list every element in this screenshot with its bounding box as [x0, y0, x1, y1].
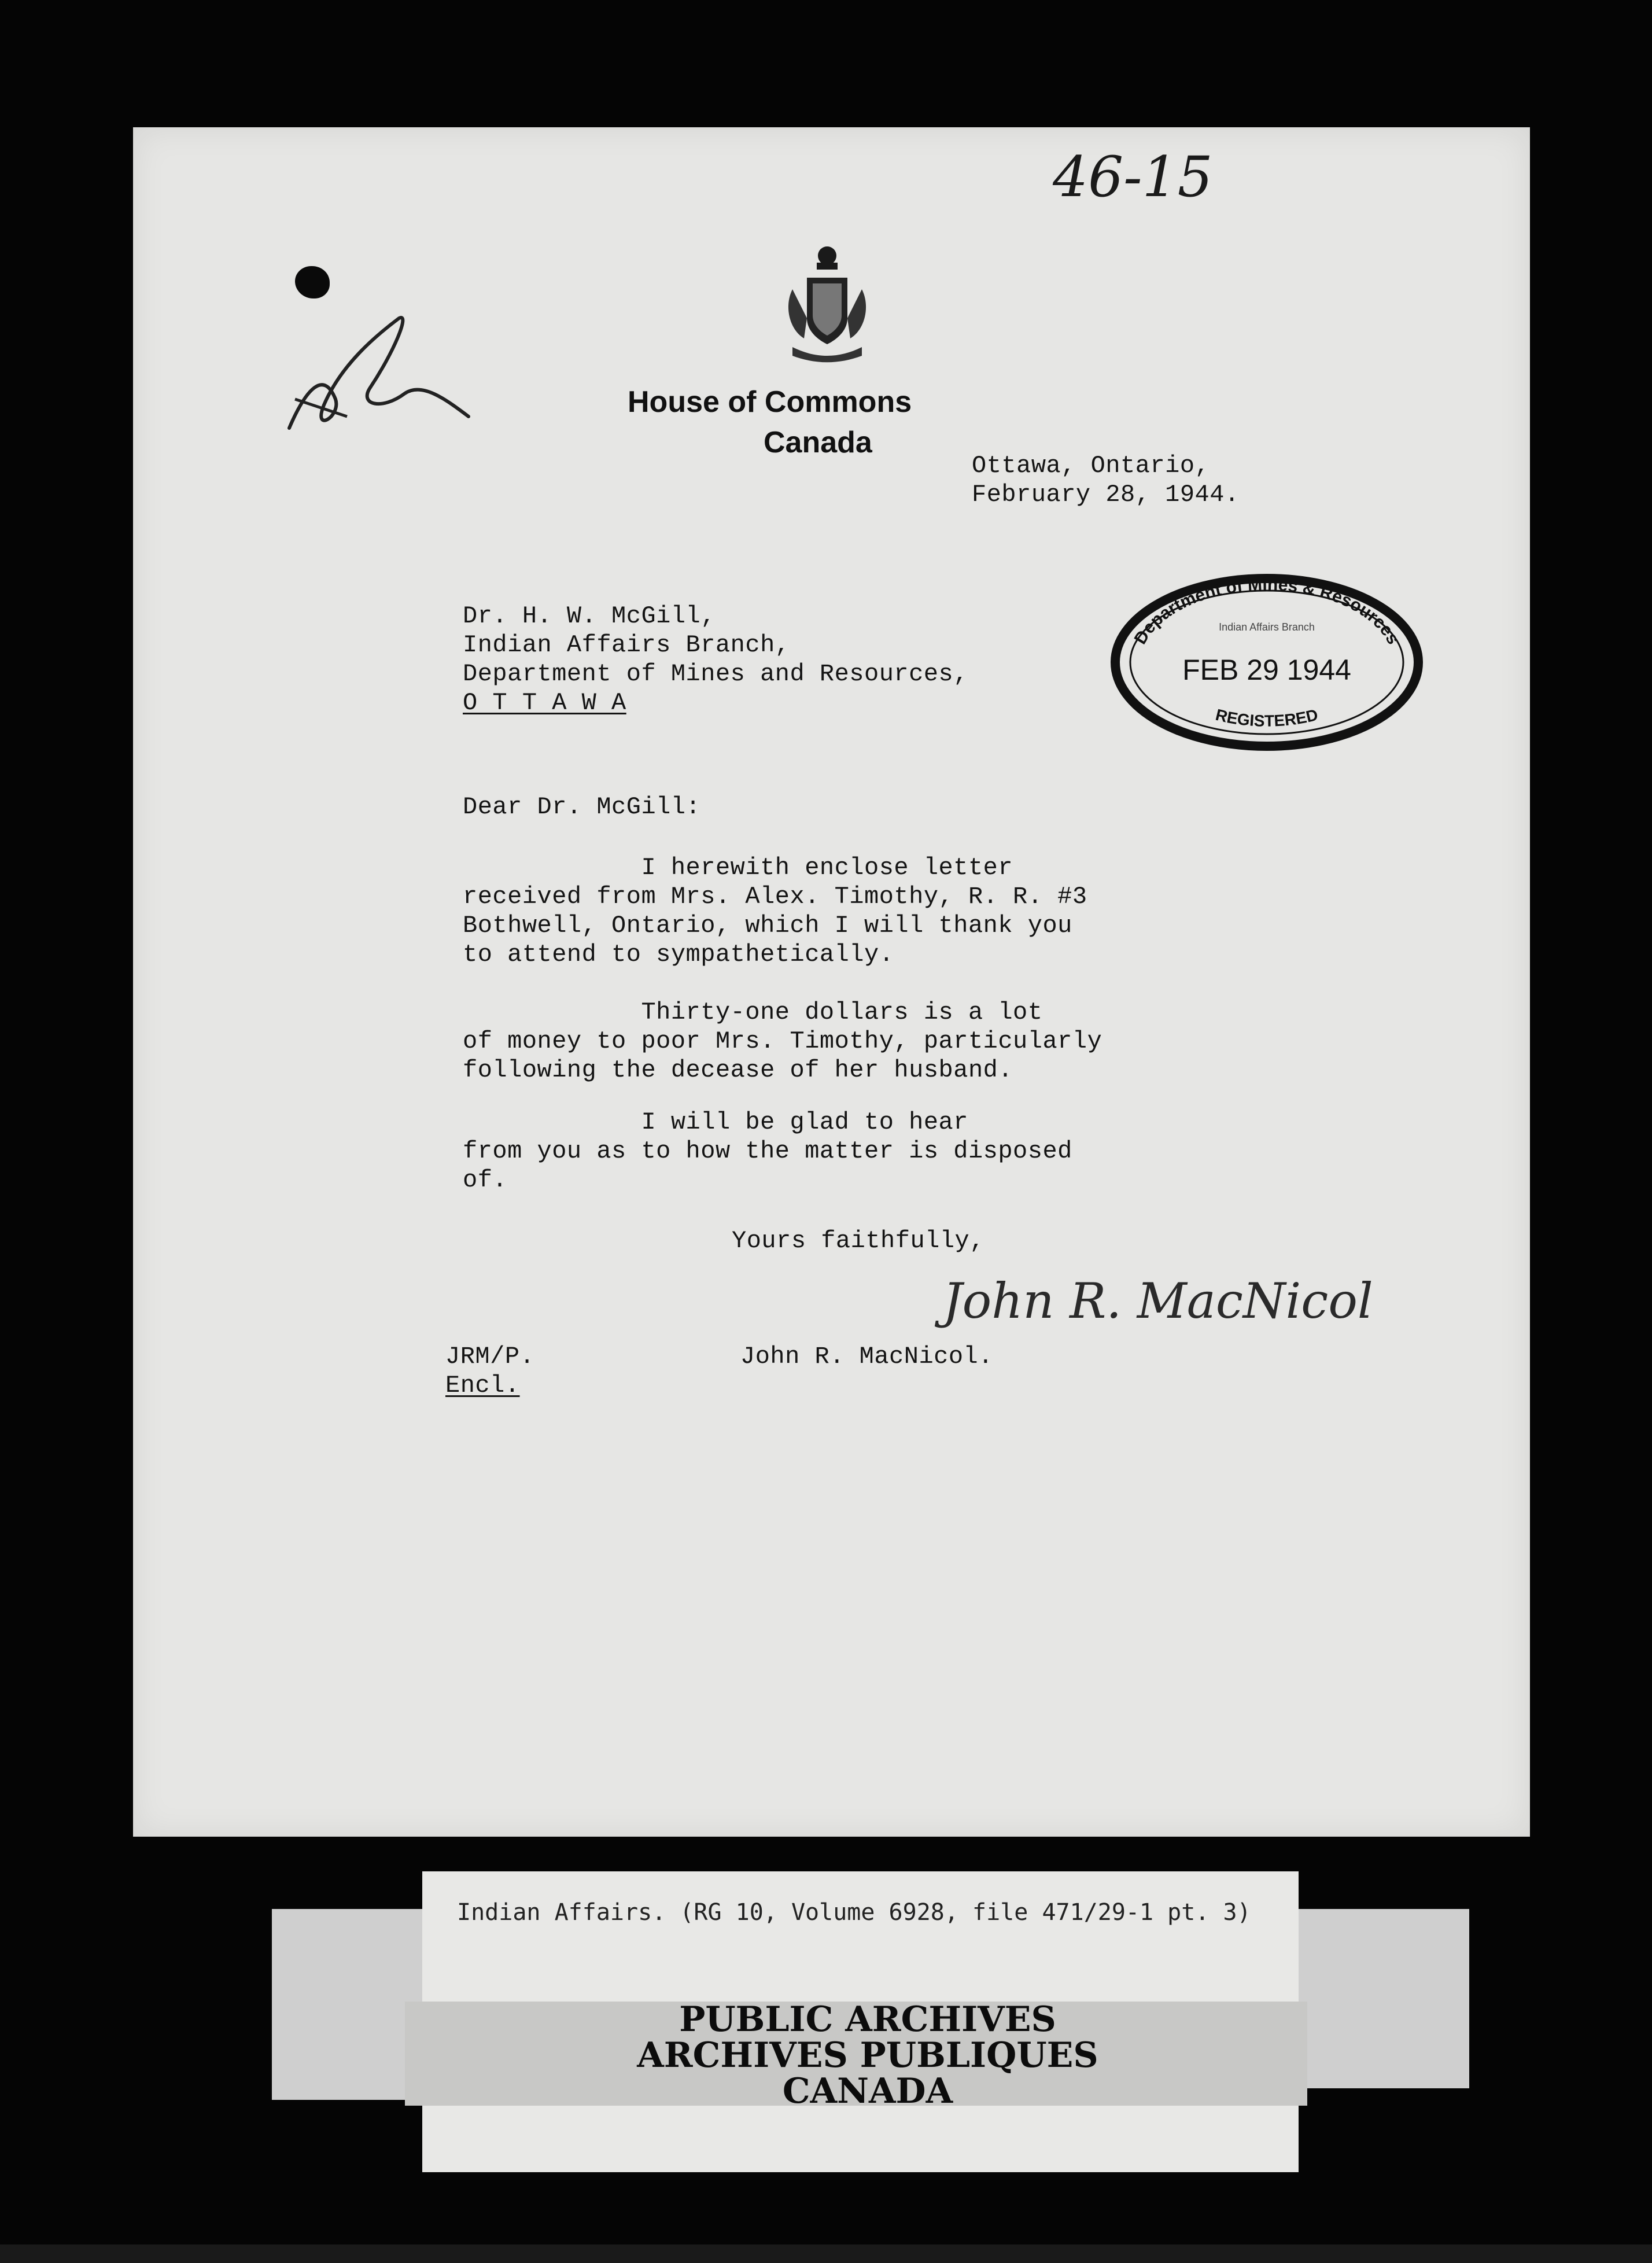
file-number: 46-15	[1053, 145, 1213, 209]
stamp-inner: Indian Affairs Branch	[1219, 621, 1315, 633]
typed-name: John R. MacNicol.	[740, 1343, 993, 1370]
coat-of-arms-icon	[781, 243, 873, 364]
ink-blot	[295, 266, 330, 298]
archive-reference: Indian Affairs. (RG 10, Volume 6928, file 471/29-1 pt. 3)	[457, 1899, 1251, 1926]
svg-text:Department of Mines & Resource	[1131, 575, 1403, 648]
public-archives-label	[636, 1999, 1099, 2111]
stamp-arc-top: Department of Mines & Resources	[1130, 574, 1403, 648]
paragraph-1: I herewith enclose letter received from Mrs. Alex. Timothy, R. R. #3 Bothwell, Ontario, which I will thank you to attend to sympathetically.	[463, 854, 1087, 968]
paragraph-3: I will be glad to hear from you as to how the matter is disposed of.	[463, 1108, 1072, 1194]
closing: Yours faithfully,	[732, 1227, 984, 1255]
archives-line-1: PUBLIC ARCHIVES	[679, 1999, 1056, 2040]
letterhead-canada: Canada	[764, 426, 872, 459]
salutation: Dear Dr. McGill:	[463, 793, 701, 821]
letter-page	[133, 127, 1530, 1837]
recipient-city: O T T A W A	[463, 689, 626, 717]
stamp-date: FEB 29 1944	[1182, 654, 1351, 686]
recipient-department: Department of Mines and Resources,	[463, 660, 968, 688]
recipient-name: Dr. H. W. McGill,	[463, 602, 716, 630]
paragraph-2: Thirty-one dollars is a lot of money to poor Mrs. Timothy, particularly following the decease of her husband.	[463, 998, 1102, 1084]
letterhead-house-of-commons: House of Commons	[628, 385, 912, 419]
date-city: Ottawa, Ontario,	[972, 452, 1210, 480]
film-edge	[0, 2244, 1652, 2263]
handwritten-initials	[272, 301, 480, 463]
archives-line-3: CANADA	[782, 2071, 953, 2111]
reference-initials: JRM/P.	[445, 1343, 535, 1370]
stamp-arc-bottom: REGISTERED	[1214, 705, 1320, 730]
svg-text:REGISTERED	[1214, 706, 1319, 730]
handwritten-signature: John R. MacNicol	[943, 1273, 1373, 1329]
archives-line-2: ARCHIVES PUBLIQUES	[637, 2035, 1098, 2076]
registered-stamp	[1105, 567, 1429, 752]
date-line: February 28, 1944.	[972, 481, 1240, 508]
recipient-branch: Indian Affairs Branch,	[463, 631, 790, 659]
reference-encl: Encl.	[445, 1372, 520, 1399]
